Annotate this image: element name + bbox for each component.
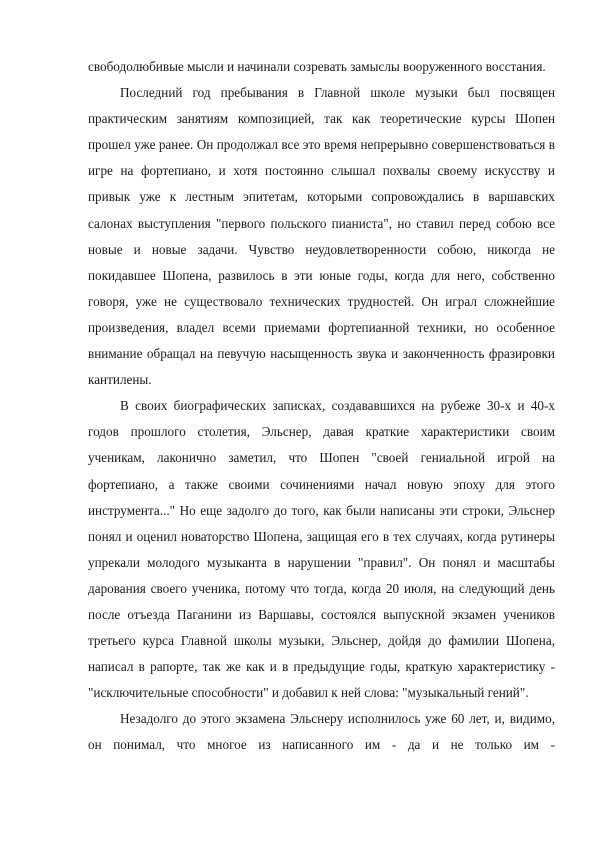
paragraph-continuation: свободолюбивые мысли и начинали созревать замыслы вооруженного восстания. <box>88 59 546 74</box>
paragraph: В своих биографических записках, создававшихся на рубеже 30-х и 40-х годов прошлого столетия, Эльснер, давая краткие характеристики своим ученикам, лаконично заметил, что Шопен "своей гениальной игрой на фортепиано, а также своими сочинениями начал новую эпоху для этого инструмента..." Но еще задолго до того, как были написаны эти строки, Эльснер понял и оценил новаторство Шопена, защищая его в тех случаях, когда рутинеры упрекали молодого музыканта в нарушении "правил". Он понял и масштабы дарования своего ученика, потому что тогда, когда 20 июля, на следующий день после отъезда Паганини из Варшавы, состоялся выпускной экзамен учеников третьего курса Главной школы музыки, Эльснер, дойдя до фамилии Шопена, написал в рапорте, так же как и в предыдущие годы, краткую характеристику - "исключительные способности" и добавил к ней слова: "музыкальный гений". <box>88 398 555 701</box>
paragraph: Последний год пребывания в Главной школе музыки был посвящен практическим занятиям композицией, так как теоретические курсы Шопен прошел уже ранее. Он продолжал все это время непрерывно совершенствоваться в игре на фортепиано, и хотя постоянно слышал похвалы своему искусству и привык уже к лестным эпитетам, которыми сопровождались в варшавских салонах выступления "первого польского пианиста", но ставил перед собою все новые и новые задачи. Чувство неудовлетворенности собою, никогда не покидавшее Шопена, развилось в эти юные годы, когда для него, собственно говоря, уже не существовало технических трудностей. Он играл сложнейшие произведения, владел всеми приемами фортепианной техники, но особенное внимание обращал на певучую насыщенность звука и законченность фразировки кантилены. <box>88 85 555 388</box>
body-text <box>88 54 555 759</box>
paragraph: Незадолго до этого экзамена Эльснеру исполнилось уже 60 лет, и, видимо, он понимал, что многое из написанного им - да и не только им - <box>88 711 555 753</box>
